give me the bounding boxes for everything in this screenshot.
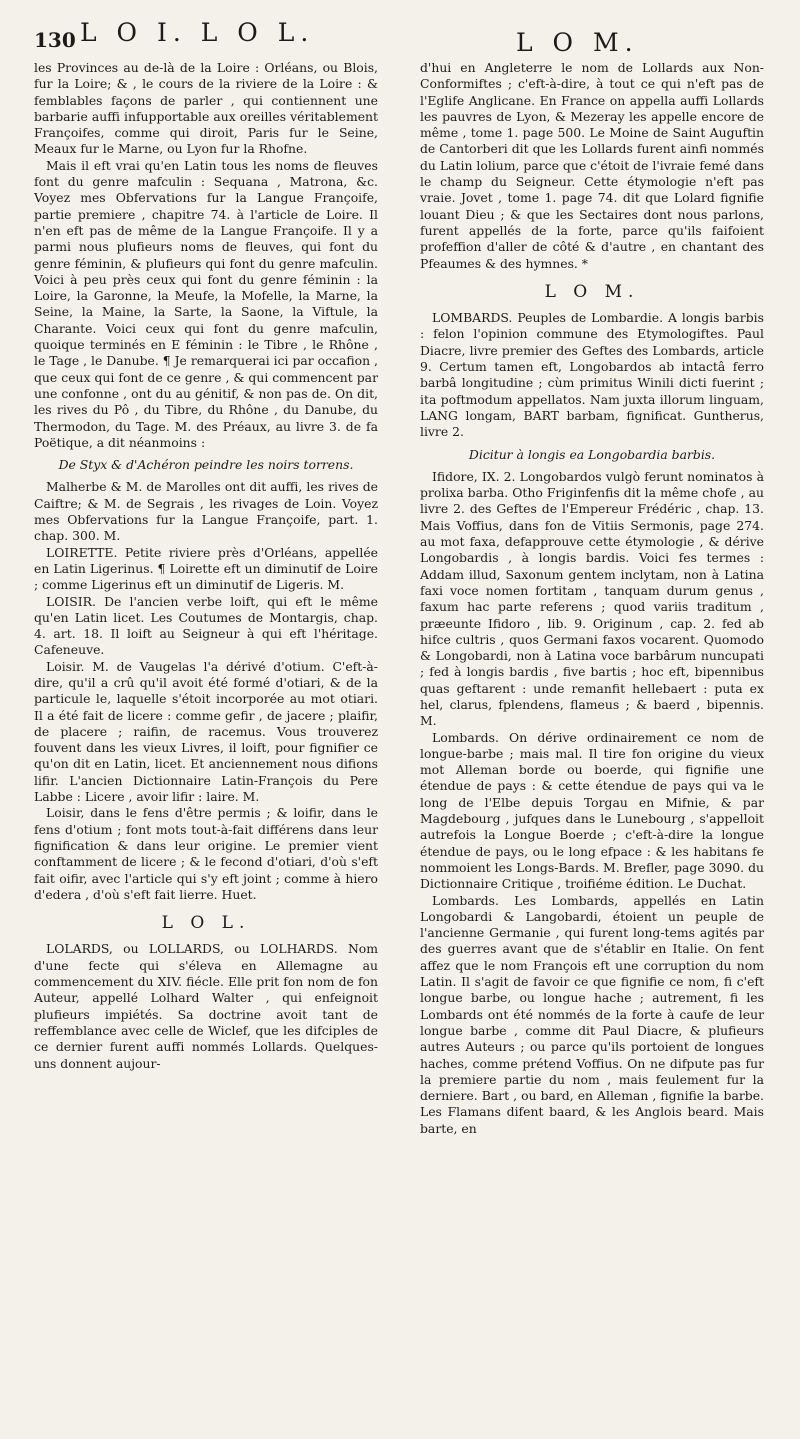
page-number: 130 [34,28,76,52]
section-heading-lol: L O L. [161,913,251,934]
section-heading-lom: L O M. [544,281,640,302]
running-head-right: L O M. [516,28,639,57]
paragraph: Mais il eft vrai qu'en Latin tous les noms de fleuves font du genre mafculin : Sequana , Matrona, &c. Voyez mes Obfervations fur la Langue Françoife, partie premiere , chapitre 74. à l'article de Loire. Il n'en eft pas de même de la Langue Françoife. Il y a parmi nous plufieurs noms de fleuves, qui font du genre féminin, & plufieurs qui font du genre mafculin. Voici à peu près ceux qui font du genre féminin : la Loire, la Garonne, la Meufe, la Mofelle, la Marne, la Seine, la Maine, la Sarte, la Saone, la Viftule, la Charante. Voici ceux qui font du genre mafculin, quoique terminés en E féminin : le Tibre , le Rhône , le Tage , le Danube. ¶ Je remarquerai ici par occafion , que ceux qui font de ce genre , & qui commencent par une confonne , ont du au génitif, & non pas de. On dit, les rives du Pô , du Tibre, du Rhône , du Danube, du Thermodon, du Tage. M. des Préaux, au livre 3. de fa Poëtique, a dit néanmoins : [34,157,378,450]
entry-lombards: LOMBARDS. Peuples de Lombardie. A longis barbis : felon l'opinion commune des Etymologiftes. Paul Diacre, livre premier des Geftes des Lombards, article 9. Certum tamen eft, Longobardos ab intactâ ferro barbâ longitudine ; cùm primitus Winili dicti fuerint ; ita poftmodum appellatos. Nam juxta illorum linguam, LANG longam, BART barbam, fignificat. Guntherus, livre 2. [420,310,764,440]
paragraph: les Provinces au de-là de la Loire : Orléans, ou Blois, fur la Loire; & , le cours de la riviere de la Loire : & femblables façons de parler , qui contiennent une barbarie auffi infupportable aux oreilles véritablement Françoifes, comme qui diroit, Paris fur le Seine, Meaux fur le Marne, ou Lyon fur la Rhofne. [34,60,378,157]
entry-lombards-3: Lombards. Les Lombards, appellés en Latin Longobardi & Langobardi, étoient un peuple de l'ancienne Germanie , qui furent long-tems agités par des guerres avant que de s'établir en Italie. On fent affez que le nom François eft une corruption du nom Latin. Il s'agit de favoir ce que fignifie ce nom, fi c'eft longue barbe, ou longue hache ; autrement, fi les Lombards ont été nommés de la forte à caufe de leur longue barbe , comme dit Paul Diacre, & plufieurs autres Auteurs ; ou parce qu'ils portoient de longues haches, comme prétend Voffius. On ne difpute pas fur la premiere partie du nom , mais feulement fur la derniere. Bart , ou bard, en Alleman , fignifie la barbe. Les Flamans difent baard, & les Anglois beard. Mais barte, en [420,892,764,1136]
verse-quote: De Styx & d'Achéron peindre les noirs torrens. [58,457,354,473]
paragraph: d'hui en Angleterre le nom de Lollards aux Non-Conformiftes ; c'eft-à-dire, à tout ce qui n'eft pas de l'Eglife Anglicane. En France on appella auffi Lollards les pauvres de Lyon, & Mezeray les appelle encore de même , tome 1. page 500. Le Moine de Saint Auguftin de Cantorberi dit que les Lollards furent ainfi nommés du Latin lolium, parce que c'étoit de l'ivraie femé dans le champ du Seigneur. Cette étymologie n'eft pas vraie. Jovet , tome 1. page 74. dit que Lolard fignifie louant Dieu ; & que les Sectaires dont nous parlons, furent appellés de la forte, parce qu'ils faifoient profeffion d'aller de côté & d'autre , en chantant des Pfeaumes & des hymnes. * [420,60,764,271]
entry-loirette: LOIRETTE. Petite riviere près d'Orléans, appellée en Latin Ligerinus. ¶ Loirette eft un diminutif de Loire ; comme Ligerinus eft un diminutif de Ligeris. M. [34,544,378,593]
paragraph: Malherbe & M. de Marolles ont dit auffi, les rives de Caiftre; & M. de Segrais , les rivages de Loin. Voyez mes Obfervations fur la Langue Françoife, part. 1. chap. 300. M. [34,479,378,544]
entry-loisir-3: Loisir, dans le fens d'être permis ; & loifir, dans le fens d'otium ; font mots tout-à-fait différens dans leur fignification & dans leur origine. Le premier vient conftamment de licere ; & le fecond d'otiari, d'où s'eft fait oifir, avec l'article qui s'y eft joint ; comme à hiero d'edera , d'où s'eft fait lierre. Huet. [34,805,378,902]
left-column [34,60,378,1072]
entry-lolards: LOLARDS, ou LOLLARDS, ou LOLHARDS. Nom d'une fecte qui s'éleva en Allemagne au commencement du XIV. fiécle. Elle prit fon nom de fon Auteur, appellé Lolhard Walter , qui enfeignoit plufieurs impiétés. Sa doctrine avoit tant de reffemblance avec celle de Wiclef, que les difciples de ce dernier furent auffi nommés Lollards. Quelques-uns donnent aujour- [34,941,378,1071]
entry-loisir-2: Loisir. M. de Vaugelas l'a dérivé d'otium. C'eft-à-dire, qu'il a crû qu'il avoit été formé d'otiari, & de la particule le, laquelle s'étoit incorporée au mot otiari. Il a été fait de licere : comme gefir , de jacere ; plaifir, de placere ; raifin, de racemus. Vous trouverez fouvent dans les vieux Livres, il loift, pour fignifier ce qu'on dit en Latin, licet. Et anciennement nous difions lifir. L'ancien Dictionnaire Latin-François du Pere Labbe : Licere , avoir lifir : laire. M. [34,658,378,805]
right-column [420,60,764,1137]
running-head-left: L O I. L O L. [80,18,315,47]
entry-loisir: LOISIR. De l'ancien verbe loift, qui eft le même qu'en Latin licet. Les Coutumes de Montargis, chap. 4. art. 18. Il loift au Seigneur à qui eft l'héritage. Cafeneuve. [34,593,378,658]
paragraph: Ifidore, IX. 2. Longobardos vulgò ferunt nominatos à prolixa barba. Otho Friginfenfis dit la même chofe , au livre 2. des Geftes de l'Empereur Frédéric , chap. 13. Mais Voffius, dans fon de Vitiis Sermonis, page 274. au mot faxa, defapprouve cette étymologie , & dérive Longobardis , à longis bardis. Voici fes termes : Addam illud, Saxonum gentem inclytam, non à Latina faxi voce nomen fortitam , tanquam durum genus , faxum hac parte referens ; quod variis traditum , præeunte Ifidoro , lib. 9. Originum , cap. 2. fed ab hifce cultris , quos Germani faxos vocarent. Quomodo & Longobardi, non à Latina voce barbârum nuncupati ; fed à longis bardis , five bartis ; hoc eft, bipennibus quas geftarent : unde remanfit hellebaert : puta ex hel, clarus, fplendens, flameus ; & baerd , bipennis. M. [420,468,764,729]
entry-lombards-2: Lombards. On dérive ordinairement ce nom de longue-barbe ; mais mal. Il tire fon origine du vieux mot Alleman borde ou boerde, qui fignifie une étendue de pays : & cette étendue de pays qui va le long de l'Elbe depuis Torgau en Mifnie, & par Magdebourg , jufques dans le Lunebourg , s'appelloit autrefois la Longue Boerde ; c'eft-à-dire la longue étendue de pays, ou le long efpace : & les habitans fe nommoient les Longs-Bards. M. Brefler, page 3090. du Dictionnaire Critique , troifiéme édition. Le Duchat. [420,729,764,892]
verse-quote: Dicitur à longis ea Longobardia barbis. [468,446,716,462]
page-header [34,8,766,57]
